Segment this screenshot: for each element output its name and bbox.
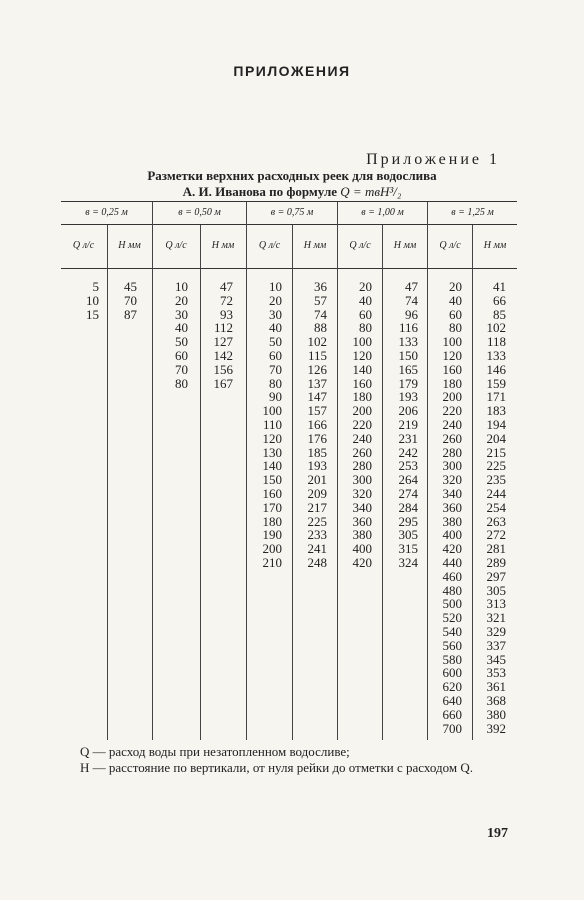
table-cell: 180 — [352, 389, 372, 405]
table-cell: 20 — [175, 292, 188, 308]
table-cell: 289 — [486, 554, 506, 570]
table-cell: 193 — [398, 389, 418, 405]
table-cell: 210 — [262, 554, 282, 570]
table-cell: 133 — [486, 347, 506, 363]
h-values — [472, 280, 506, 735]
column-header-q: Q л/с — [349, 240, 371, 251]
table-cell: 146 — [486, 361, 506, 377]
table-cell: 540 — [442, 623, 462, 639]
table-cell: 300 — [352, 472, 372, 488]
table-cell: 66 — [493, 292, 506, 308]
table-cell: 313 — [486, 596, 506, 612]
table-cell: 580 — [442, 651, 462, 667]
table-cell: 201 — [307, 472, 327, 488]
table-cell: 137 — [307, 375, 327, 391]
table-cell: 340 — [352, 499, 372, 515]
column-header-q: Q л/с — [258, 240, 281, 251]
table-cell: 80 — [175, 375, 188, 391]
column-header-h: H мм — [118, 240, 141, 251]
table-cell: 160 — [352, 375, 372, 391]
table-cell: 360 — [442, 499, 462, 515]
table-cell: 40 — [175, 320, 188, 336]
table-cell: 235 — [486, 472, 506, 488]
table-cell: 560 — [442, 637, 462, 653]
table-cell: 80 — [269, 375, 282, 391]
table-cell: 60 — [359, 306, 372, 322]
table-cell: 96 — [405, 306, 418, 322]
table-cell: 57 — [314, 292, 327, 308]
column-header-q: Q л/с — [165, 240, 187, 251]
table-cell: 47 — [220, 279, 233, 294]
table-cell: 185 — [307, 444, 327, 460]
table-cell: 60 — [175, 347, 188, 363]
table-cell: 263 — [486, 513, 506, 529]
table-cell: 10 — [86, 292, 99, 308]
table-cell: 133 — [398, 334, 418, 350]
table-cell: 244 — [486, 485, 506, 501]
table-cell: 360 — [352, 513, 372, 529]
table-cell: 241 — [307, 541, 327, 557]
table-cell: 368 — [486, 692, 506, 708]
h-values — [382, 280, 418, 570]
table-cell: 171 — [486, 389, 506, 405]
table-cell: 225 — [307, 513, 327, 529]
table-cell: 41 — [493, 279, 506, 294]
table-cell: 272 — [486, 527, 506, 543]
table-cell: 47 — [405, 279, 418, 294]
table-title-line2 — [0, 184, 584, 200]
table-cell: 700 — [442, 720, 462, 736]
table-cell: 102 — [307, 334, 327, 350]
column-header-h: H мм — [211, 240, 235, 251]
table-cell: 215 — [486, 444, 506, 460]
table-cell: 248 — [307, 554, 327, 570]
table-cell: 220 — [352, 416, 372, 432]
table-cell: 80 — [359, 320, 372, 336]
table-cell: 200 — [352, 403, 372, 419]
table-cell: 140 — [262, 458, 282, 474]
table-cell: 159 — [486, 375, 506, 391]
table-cell: 274 — [398, 485, 418, 501]
table-cell: 320 — [352, 485, 372, 501]
column-divider — [472, 225, 473, 740]
table-cell: 142 — [213, 347, 233, 363]
table-cell: 460 — [442, 568, 462, 584]
table-cell: 40 — [269, 320, 282, 336]
table-cell: 420 — [352, 554, 372, 570]
table-cell: 204 — [486, 430, 506, 446]
table-cell: 321 — [486, 610, 506, 626]
group-header: в = 1,25 м — [428, 202, 517, 225]
table-cell: 110 — [262, 416, 282, 432]
table-cell: 179 — [398, 375, 418, 391]
table-cell: 5 — [92, 279, 99, 294]
q-values — [157, 280, 188, 390]
table-cell: 102 — [486, 320, 506, 336]
q-values — [65, 280, 99, 321]
table-title-line2-prefix: А. И. Иванова по формуле — [182, 184, 341, 199]
table-cell: 160 — [442, 361, 462, 377]
group-header: в = 0,50 м — [153, 202, 246, 225]
table-cell: 380 — [486, 706, 506, 722]
column-header-q: Q л/с — [439, 240, 461, 251]
table-cell: 72 — [220, 292, 233, 308]
table-cell: 284 — [398, 499, 418, 515]
table-cell: 20 — [359, 279, 372, 294]
table-cell: 60 — [269, 347, 282, 363]
table-cell: 74 — [314, 306, 327, 322]
table-cell: 200 — [262, 541, 282, 557]
table-cell: 337 — [486, 637, 506, 653]
column-divider — [382, 225, 383, 740]
table-cell: 120 — [442, 347, 462, 363]
table-cell: 500 — [442, 596, 462, 612]
table-cell: 176 — [307, 430, 327, 446]
column-divider — [292, 225, 293, 740]
table-cell: 167 — [213, 375, 233, 391]
table-cell: 220 — [442, 403, 462, 419]
q-values — [432, 280, 462, 735]
table-cell: 166 — [307, 416, 327, 432]
table-cell: 50 — [175, 334, 188, 350]
table-cell: 40 — [449, 292, 462, 308]
group-header: в = 1,00 м — [338, 202, 427, 225]
table-cell: 180 — [262, 513, 282, 529]
table-cell: 127 — [213, 334, 233, 350]
table-cell: 36 — [314, 279, 327, 294]
table-cell: 193 — [307, 458, 327, 474]
table-cell: 420 — [442, 541, 462, 557]
table-cell: 620 — [442, 679, 462, 695]
table-cell: 120 — [262, 430, 282, 446]
table-cell: 233 — [307, 527, 327, 543]
table-cell: 90 — [269, 389, 282, 405]
table-cell: 150 — [398, 347, 418, 363]
table-cell: 345 — [486, 651, 506, 667]
table-cell: 353 — [486, 665, 506, 681]
table-cell: 320 — [442, 472, 462, 488]
table-cell: 120 — [352, 347, 372, 363]
table-cell: 380 — [442, 513, 462, 529]
table-cell: 10 — [175, 279, 188, 294]
table-cell: 264 — [398, 472, 418, 488]
table-cell: 254 — [486, 499, 506, 515]
footnotes — [62, 744, 532, 776]
table-cell: 165 — [398, 361, 418, 377]
table-cell: 305 — [486, 582, 506, 598]
table-cell: 281 — [486, 541, 506, 557]
table-cell: 225 — [486, 458, 506, 474]
table-cell: 60 — [449, 306, 462, 322]
table-cell: 157 — [307, 403, 327, 419]
h-values — [109, 280, 137, 321]
table-cell: 20 — [269, 292, 282, 308]
table-cell: 253 — [398, 458, 418, 474]
table-cell: 520 — [442, 610, 462, 626]
page-heading: ПРИЛОЖЕНИЯ — [233, 63, 351, 79]
group-header: в = 0,25 м — [61, 202, 152, 225]
column-header-h: H мм — [303, 240, 327, 251]
table-cell: 190 — [262, 527, 282, 543]
table-cell: 116 — [398, 320, 418, 336]
table-cell: 130 — [262, 444, 282, 460]
table-cell: 280 — [352, 458, 372, 474]
table-cell: 100 — [262, 403, 282, 419]
column-header-h: H мм — [483, 240, 507, 251]
appendix-label: Приложение 1 — [366, 151, 500, 168]
table-cell: 305 — [398, 527, 418, 543]
table-cell: 242 — [398, 444, 418, 460]
footnote-h: H — расстояние по вертикали, от нуля рейки до отметки с расходом Q. — [80, 760, 474, 775]
table-cell: 194 — [486, 416, 506, 432]
table-cell: 30 — [175, 306, 188, 322]
table-cell: 183 — [486, 403, 506, 419]
table-cell: 88 — [314, 320, 327, 336]
table-cell: 600 — [442, 665, 462, 681]
table-cell: 209 — [307, 485, 327, 501]
column-header-q: Q л/с — [72, 240, 95, 251]
table-cell: 240 — [352, 430, 372, 446]
table-title-line1: Разметки верхних расходных реек для водослива — [147, 168, 437, 183]
table-cell: 40 — [359, 292, 372, 308]
table-cell: 118 — [486, 334, 506, 350]
table-cell: 126 — [307, 361, 327, 377]
table-cell: 260 — [442, 430, 462, 446]
column-divider — [200, 225, 201, 740]
table-cell: 217 — [307, 499, 327, 515]
table-cell: 280 — [442, 444, 462, 460]
table-cell: 87 — [124, 306, 137, 322]
table-cell: 170 — [262, 499, 282, 515]
table-cell: 50 — [269, 334, 282, 350]
table-cell: 80 — [449, 320, 462, 336]
rating-table — [61, 201, 517, 740]
table-cell: 400 — [442, 527, 462, 543]
table-cell: 100 — [442, 334, 462, 350]
q-values — [342, 280, 372, 570]
footnote-q: Q — расход воды при незатопленном водосливе; — [80, 744, 350, 759]
table-cell: 640 — [442, 692, 462, 708]
table-cell: 297 — [486, 568, 506, 584]
table-cell: 156 — [213, 361, 233, 377]
table-cell: 85 — [493, 306, 506, 322]
group-header: в = 0,75 м — [247, 202, 337, 225]
table-cell: 150 — [262, 472, 282, 488]
table-title-formula: Q = mвH³/₂ — [340, 184, 402, 199]
table-cell: 70 — [269, 361, 282, 377]
q-values — [251, 280, 282, 570]
table-cell: 206 — [398, 403, 418, 419]
table-cell: 260 — [352, 444, 372, 460]
table-cell: 100 — [352, 334, 372, 350]
table-cell: 380 — [352, 527, 372, 543]
table-cell: 480 — [442, 582, 462, 598]
table-cell: 30 — [269, 306, 282, 322]
table-cell: 140 — [352, 361, 372, 377]
table-cell: 240 — [442, 416, 462, 432]
table-cell: 180 — [442, 375, 462, 391]
table-cell: 660 — [442, 706, 462, 722]
table-cell: 219 — [398, 416, 418, 432]
table-cell: 112 — [213, 320, 233, 336]
table-cell: 74 — [405, 292, 418, 308]
h-values — [293, 280, 327, 570]
table-cell: 400 — [352, 541, 372, 557]
table-title — [0, 168, 584, 200]
table-cell: 70 — [124, 292, 137, 308]
page-number: 197 — [487, 826, 508, 841]
h-values — [202, 280, 233, 390]
table-cell: 440 — [442, 554, 462, 570]
table-cell: 392 — [486, 720, 506, 736]
table-cell: 324 — [398, 554, 418, 570]
table-cell: 361 — [486, 679, 506, 695]
table-cell: 340 — [442, 485, 462, 501]
table-cell: 315 — [398, 541, 418, 557]
table-cell: 10 — [269, 279, 282, 294]
table-cell: 200 — [442, 389, 462, 405]
table-cell: 231 — [398, 430, 418, 446]
table-cell: 329 — [486, 623, 506, 639]
column-divider — [107, 225, 108, 740]
table-cell: 147 — [307, 389, 327, 405]
table-cell: 70 — [175, 361, 188, 377]
table-cell: 45 — [124, 279, 137, 294]
table-cell: 115 — [307, 347, 327, 363]
table-cell: 20 — [449, 279, 462, 294]
table-cell: 300 — [442, 458, 462, 474]
table-cell: 93 — [220, 306, 233, 322]
table-cell: 295 — [398, 513, 418, 529]
table-cell: 160 — [262, 485, 282, 501]
column-header-h: H мм — [393, 240, 417, 251]
table-cell: 15 — [86, 306, 99, 322]
